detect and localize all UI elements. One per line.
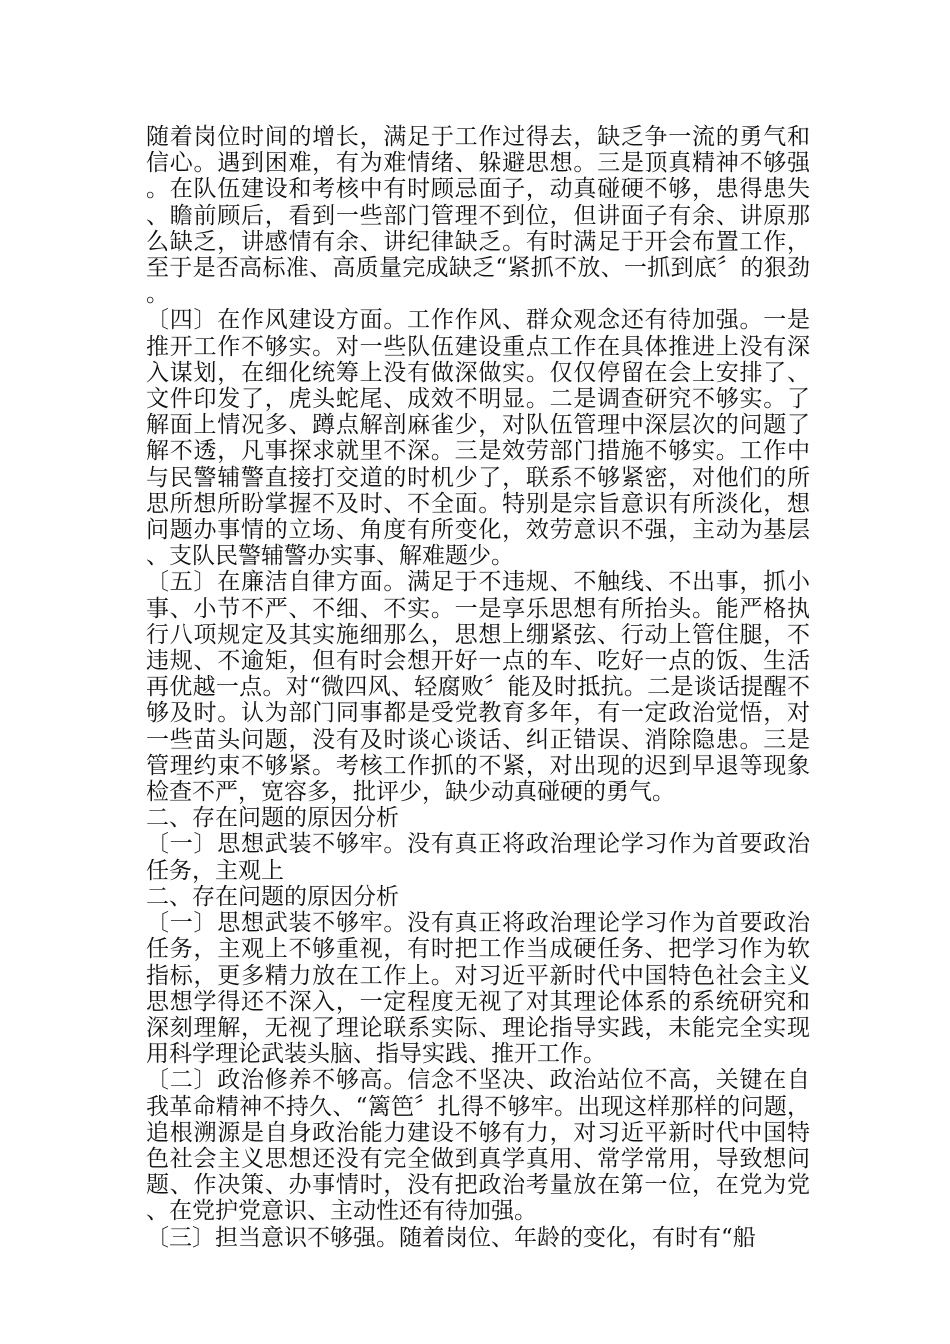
paragraph-political-cultivation: 〔二〕政治修养不够高。信念不坚决、政治站位不高，关键在自我革命精神不持久、“篱笆〞扎得不够牢。出现这样那样的问题，追根溯源是自身政治能力建设不够有力，对习近平新时代中国特色社会主义思想还没有完全做到真学真用、常学常用，导致想问题、作决策、办事情时，没有把政治考量放在第一位，在党为党、在党护党意识、主动性还有待加强。 <box>146 1067 810 1225</box>
paragraph-responsibility: 〔三〕担当意识不够强。随着岗位、年龄的变化，有时有“船 <box>146 1224 756 1251</box>
section-heading-cause-analysis: 二、存在问题的原因分析 <box>146 805 399 832</box>
paragraph-continuation: 随着岗位时间的增长，满足于工作过得去，缺乏争一流的勇气和信心。遇到困难，有为难情绪、躲避思想。三是顶真精神不够强。在队伍建设和考核中有时顾忌面子，动真碰硬不够，患得患失、瞻前顾后，看到一些部门管理不到位，但讲面子有余、讲原那么缺乏，讲感情有余、讲纪律缺乏。有时满足于开会布置工作，至于是否高标准、高质量完成缺乏“紧抓不放、一抓到底〞的狠劲。 <box>146 124 810 308</box>
paragraph-work-style: 〔四〕在作风建设方面。工作作风、群众观念还有待加强。一是推开工作不够实。对一些队伍建设重点工作在具体推进上没有深入谋划，在细化统筹上没有做深做实。仅仅停留在会上安排了、文件印发了，虎头蛇尾、成效不明显。二是调查研究不够实。了解面上情况多、蹲点解剖麻雀少，对队伍管理中深层次的问题了解不透，凡事探求就里不深。三是效劳部门措施不够实。工作中与民警辅警直接打交道的时机少了，联系不够紧密，对他们的所思所想所盼掌握不及时、不全面。特别是宗旨意识有所淡化，想问题办事情的立场、角度有所变化，效劳意识不强，主动为基层、支队民警辅警办实事、解难题少。 <box>146 307 810 570</box>
paragraph-ideology-fragment: 〔一〕思想武装不够牢。没有真正将政治理论学习作为首要政治任务，主观上 <box>146 831 810 884</box>
paragraph-integrity: 〔五〕在廉洁自律方面。满足于不违规、不触线、不出事，抓小事、小节不严、不细、不实。一是享乐思想有所抬头。能严格执行八项规定及其实施细那么，思想上绷紧弦、行动上管住腿，不违规、不逾矩，但有时会想开好一点的车、吃好一点的饭、生活再优越一点。对“微四风、轻腐败〞能及时抵抗。二是谈话提醒不够及时。认为部门同事都是受党教育多年，有一定政治觉悟，对一些苗头问题，没有及时谈心谈话、纠正错误、消除隐患。三是管理约束不够紧。考核工作抓的不紧，对出现的迟到早退等现象检查不严，宽容多，批评少，缺少动真碰硬的勇气。 <box>146 569 810 806</box>
section-heading-cause-analysis-repeat: 二、存在问题的原因分析 <box>146 883 399 910</box>
document-body <box>146 124 810 1251</box>
paragraph-ideology: 〔一〕思想武装不够牢。没有真正将政治理论学习作为首要政治任务，主观上不够重视，有时把工作当成硬任务、把学习作为软指标，更多精力放在工作上。对习近平新时代中国特色社会主义思想学得还不深入，一定程度无视了对其理论体系的系统研究和深刻理解，无视了理论联系实际、理论指导实践，未能完全实现用科学理论武装头脑、指导实践、推开工作。 <box>146 910 810 1068</box>
